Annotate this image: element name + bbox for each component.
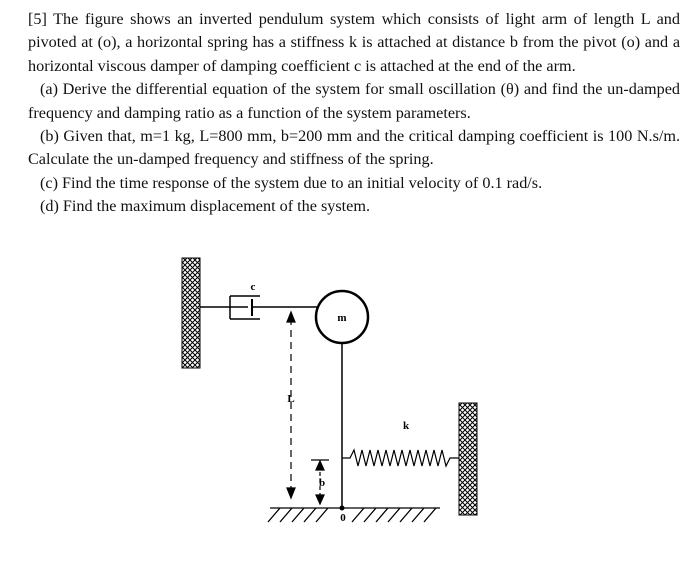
- pivot-label: 0: [340, 512, 346, 524]
- problem-intro: [5] The figure shows an inverted pendulum system which consists of light arm of length L and pivoted at (o), a horizontal spring has a stiffness k is attached at distance b from the pivot (o) and a horizontal viscous damper of damping coefficient c is attached at the end of the arm.: [28, 10, 680, 75]
- length-dimension: [287, 312, 295, 498]
- part-c: (c) Find the time response of the system due to an initial velocity of 0.1 rad/s.: [40, 173, 543, 192]
- ground: [268, 508, 440, 522]
- damper-label: c: [250, 281, 256, 293]
- mass-label: m: [337, 312, 347, 324]
- part-b: (b) Given that, m=1 kg, L=800 mm, b=200 mm and the critical damping coefficient is 100 N.s/m. Calculate the un-damped frequency and stiffness of the spring.: [28, 127, 680, 169]
- part-d: (d) Find the maximum displacement of the system.: [40, 197, 370, 216]
- length-label: L: [287, 393, 295, 405]
- spring: [342, 450, 459, 466]
- part-a: (a) Derive the differential equation of the system for small oscillation (θ) and find the un-damped frequency and damping ratio as a function of the system parameters.: [28, 80, 680, 122]
- offset-label: b: [318, 477, 326, 489]
- right-wall: [459, 403, 477, 515]
- left-wall: [182, 258, 200, 368]
- spring-label: k: [402, 420, 410, 432]
- damper: [200, 296, 282, 319]
- pivot-point: [340, 506, 345, 511]
